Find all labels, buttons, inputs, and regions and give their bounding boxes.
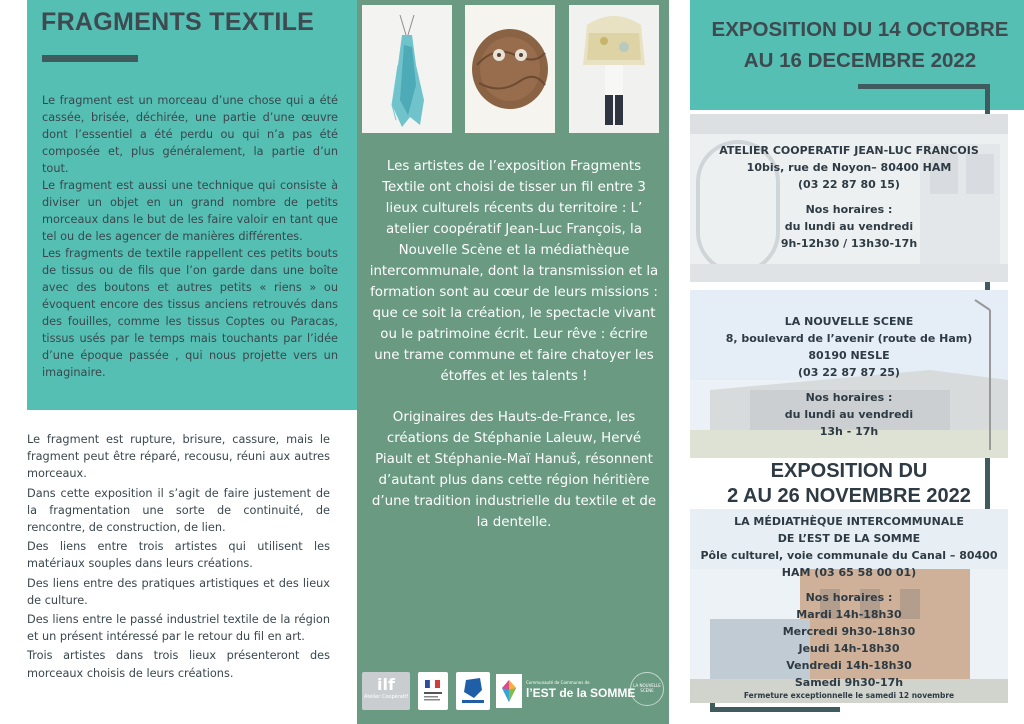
venue-mediatheque: [690, 509, 1008, 703]
venues-paragraph: Les artistes de l’exposition Fragments Textile ont choisi de tisser un fil entre 3 lieux culturels récents du territoire : L’ atelier coopératif Jean-Luc François, la Nouvelle Scène et la médiathèque intercommunale, dont la transmission et la formation sont au cœur de leurs missions : que ce soit la création, le spectacle vivant ou le patrimoine écrit. Leur rêve : écrire une trame commune et faire chatoyer les étoffes et les talents !: [369, 159, 659, 384]
venue-name: LA MÉDIATHÈQUE INTERCOMMUNALE: [734, 515, 964, 528]
atelier-logo: [362, 672, 410, 710]
exhibition-2-title-line: EXPOSITION DU: [770, 460, 928, 482]
hours-saturday: Samedi 9h30-17h: [794, 676, 904, 689]
venue-name: LA NOUVELLE SCENE: [784, 315, 914, 328]
venue-address: 8, boulevard de l’avenir (route de Ham): [725, 332, 973, 345]
definition-paragraph: Le fragment est un morceau d’une chose qui a été cassée, brisée, déchirée, une partie d’une œuvre dont l’essentiel a été perdu ou qui n’a pas été composée et, plus généralement, la partie d’un tout.: [42, 94, 338, 175]
hours-tuesday: Mardi 14h-18h30: [796, 608, 902, 621]
photo-blue-dress: [362, 5, 452, 133]
venue-atelier: [690, 114, 1008, 282]
nouvelle-scene-logo: [630, 672, 664, 706]
intro-paragraph: Trois artistes dans trois lieux présenteront des morceaux choisis de leurs créations.: [27, 649, 330, 680]
fragment-definition: [42, 92, 338, 381]
hours-times: 13h - 17h: [819, 425, 879, 438]
venue-phone: (03 22 87 80 15): [798, 178, 900, 191]
hours-label: Nos horaires :: [805, 203, 893, 216]
hours-thursday: Jeudi 14h-18h30: [798, 642, 900, 655]
exhibition-2-title: [690, 459, 1008, 509]
intro-paragraph: Des liens entre des pratiques artistiques et des lieux de culture.: [27, 576, 330, 607]
definition-paragraph: Le fragment est aussi une technique qui consiste à diviser un objet en un grand nombre de petits morceaux dans le but de les faire valoir en tant que tel ou de les agencer de manières différentes.: [42, 179, 338, 243]
exhibition-2-title-line: 2 AU 26 NOVEMBRE 2022: [727, 485, 971, 507]
nouvelle-scene-info: [690, 313, 1008, 440]
hours-wednesday: Mercredi 9h30-18h30: [782, 625, 916, 638]
hauts-de-france-logo: [456, 672, 490, 710]
mediatheque-info: [690, 513, 1008, 701]
decorative-line: [710, 707, 840, 712]
decorative-line: [858, 84, 990, 89]
cc-logo-subtitle: Communauté de Communes de: [526, 680, 590, 685]
ns-logo-text: LA NOUVELLE SCÈNE: [633, 683, 661, 693]
hours-days: du lundi au vendredi: [784, 220, 914, 233]
artists-description: [369, 156, 659, 553]
hours-times: 9h-12h30 / 13h30-17h: [780, 237, 918, 250]
intro-paragraph: Des liens entre trois artistes qui utilisent les matériaux souples dans leurs créations.: [27, 540, 330, 571]
yarn-image: [465, 5, 555, 133]
venue-nouvelle-scene: [690, 290, 1008, 458]
cc-logo-name: l’EST de la SOMME: [526, 686, 636, 700]
intro-paragraph: Dans cette exposition il s’agit de faire justement de la fragmentation une sorte de continuité, de rencontre, de construction, de lien.: [27, 486, 330, 535]
closure-note: Fermeture exceptionnelle le samedi 12 novembre: [743, 691, 955, 700]
atelier-logo-text: Atelier Coopératif: [364, 694, 408, 700]
hours-label: Nos horaires :: [805, 591, 893, 604]
intro-paragraph: Des liens entre le passé industriel textile de la région et un présent intéressé par le retour du fil en art.: [27, 613, 330, 644]
page-title: FRAGMENTS TEXTILE: [41, 8, 315, 36]
hours-label: Nos horaires :: [805, 391, 893, 404]
venue-address: 10bis, rue de Noyon– 80400 HAM: [746, 161, 952, 174]
exhibition-intro: [27, 431, 330, 684]
photo-yarn-ball: [465, 5, 555, 133]
venue-address: Pôle culturel, voie communale du Canal – 80400: [700, 549, 998, 562]
figure-image: [569, 5, 659, 133]
photo-textile-figure: [569, 5, 659, 133]
intro-paragraph: Le fragment est rupture, brisure, cassure, mais le fragment peut être réparé, recousu, réuni aux autres morceaux.: [27, 433, 330, 481]
venue-city: 80190 NESLE: [808, 349, 890, 362]
title-underline: [42, 55, 138, 62]
definition-paragraph: Les fragments de textile rappellent ces petits bouts de tissus ou de fils que l’on garde dans une boîte avec des boutons et autres petits « riens » ou évoquent encore des tissus anciens retrouvés dans des fouilles, comme les tissus Coptes ou Paracas, tissus usés par le temps mais touchants par l’idée d’une époque passée , qui nous projette vers un imaginaire.: [42, 247, 338, 379]
hours-days: du lundi au vendredi: [784, 408, 914, 421]
venue-phone: (03 22 87 87 25): [798, 366, 900, 379]
artists-paragraph: Originaires des Hauts-de-France, les créations de Stéphanie Laleuw, Hervé Piault et Stéphanie-Maï Hanuš, résonnent d’autant plus dans cette région héritière d’une tradition industrielle du textile et de la dentelle.: [371, 410, 657, 530]
venue-city-phone: HAM (03 65 58 00 01): [781, 566, 917, 579]
exhibition-1-title-line: EXPOSITION DU 14 OCTOBRE: [711, 18, 1009, 41]
dress-image: [362, 5, 452, 133]
partner-logos: [362, 672, 662, 714]
est-de-la-somme-logo: [496, 672, 636, 710]
atelier-logo-mark: ilf: [377, 675, 395, 694]
atelier-info: [690, 142, 1008, 252]
venue-name: ATELIER COOPERATIF JEAN-LUC FRANCOIS: [719, 144, 979, 157]
republique-francaise-logo: [418, 672, 448, 710]
venue-name: DE L’EST DE LA SOMME: [777, 532, 921, 545]
exhibition-1-title: [700, 14, 1020, 76]
hours-friday: Vendredi 14h-18h30: [786, 659, 912, 672]
exhibition-1-title-line: AU 16 DECEMBRE 2022: [743, 49, 977, 72]
